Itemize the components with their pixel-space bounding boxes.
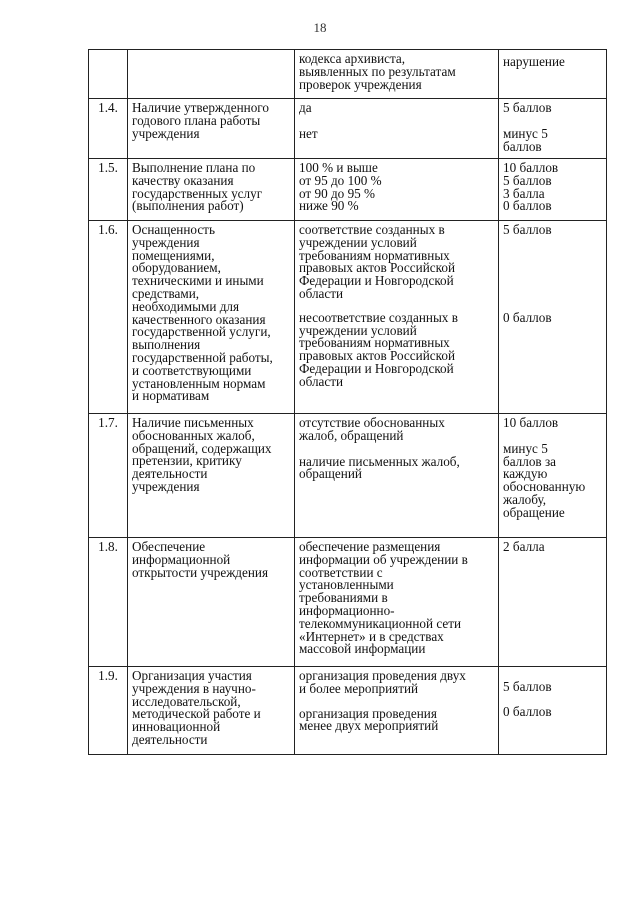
row-number: [89, 50, 128, 99]
score-text: 0 баллов: [503, 309, 552, 325]
criterion-text: соответствие созданных в учреждении условий требованиям нормативных правовых актов Российской Федерации и Новгородской области: [299, 222, 455, 301]
score-cell: [499, 50, 607, 99]
score-text: нарушение: [503, 54, 565, 69]
row-number: 1.7.: [89, 414, 128, 538]
score-text: 5 баллов: [503, 679, 552, 694]
score-text: 2 балла: [503, 539, 545, 554]
criterion-text: кодекса архивиста, выявленных по результатам проверок учреждения: [299, 51, 456, 92]
criterion-text: несоответствие созданных в учреждении условий требованиям нормативных правовых актов Российской Федерации и Новгородской области: [299, 309, 458, 389]
score-cell: [499, 414, 607, 538]
indicator-name: Оснащенность учреждения помещениями, оборудованием, техническими и иными средствами, необходимыми для качественного оказания государственной услуги, выполнения государственной работы, и соответствующими установленным нормам и нормативам: [128, 221, 295, 414]
row-number: 1.9.: [89, 667, 128, 755]
criteria-cell: [295, 667, 499, 755]
row-number: 1.8.: [89, 538, 128, 667]
indicator-name: Обеспечение информационной открытости учреждения: [128, 538, 295, 667]
criteria-cell: [295, 99, 499, 159]
row-number: 1.4.: [89, 99, 128, 159]
criterion-text: 100 % и выше от 95 до 100 % от 90 до 95 % ниже 90 %: [299, 160, 382, 214]
indicator-name: [128, 50, 295, 99]
row-number: 1.5.: [89, 159, 128, 221]
criteria-cell: [295, 159, 499, 221]
score-text: 5 баллов: [503, 222, 552, 237]
score-cell: [499, 221, 607, 414]
score-cell: [499, 99, 607, 159]
indicator-name: Организация участия учреждения в научно- исследовательской, методической работе и инновационной деятельности: [128, 667, 295, 755]
score-cell: [499, 159, 607, 221]
criterion-text: организация проведения менее двух мероприятий: [299, 705, 439, 734]
criterion-text: организация проведения двух и более мероприятий: [299, 668, 466, 696]
score-text: минус 5 баллов: [503, 125, 548, 154]
row-number: 1.6.: [89, 221, 128, 414]
indicator-name: Наличие письменных обоснованных жалоб, обращений, содержащих претензии, критику деятельности учреждения: [128, 414, 295, 538]
criterion-text: отсутствие обоснованных жалоб, обращений: [299, 415, 445, 443]
score-text: 10 баллов: [503, 415, 559, 430]
criteria-cell: [295, 50, 499, 99]
criterion-text: обеспечение размещения информации об учреждении в соответствии с установленными требованиями в информационно- телекоммуникационной сети «Интернет» и в средствах массовой информации: [299, 539, 468, 657]
table-row: [89, 221, 607, 414]
evaluation-criteria-table: [88, 49, 607, 755]
criterion-text: наличие письменных жалоб, обращений: [299, 453, 460, 482]
score-text: 10 баллов 5 баллов 3 балла 0 баллов: [503, 160, 559, 214]
criterion-text: нет: [299, 125, 318, 141]
criteria-cell: [295, 221, 499, 414]
table-row: [89, 538, 607, 667]
score-text: 5 баллов: [503, 100, 552, 115]
score-text: минус 5 баллов за каждую обоснованную жалобу, обращение: [503, 440, 586, 520]
indicator-name: Наличие утвержденного годового плана работы учреждения: [128, 99, 295, 159]
table-row: [89, 667, 607, 755]
criterion-text: да: [299, 100, 312, 115]
table-row: [89, 50, 607, 99]
score-cell: [499, 538, 607, 667]
table-row: [89, 99, 607, 159]
criteria-cell: [295, 538, 499, 667]
score-cell: [499, 667, 607, 755]
indicator-name: Выполнение плана по качеству оказания государственных услуг (выполнения работ): [128, 159, 295, 221]
table-row: [89, 159, 607, 221]
page-number: 18: [313, 20, 327, 35]
score-text: 0 баллов: [503, 703, 552, 719]
criteria-cell: [295, 414, 499, 538]
table-row: [89, 414, 607, 538]
